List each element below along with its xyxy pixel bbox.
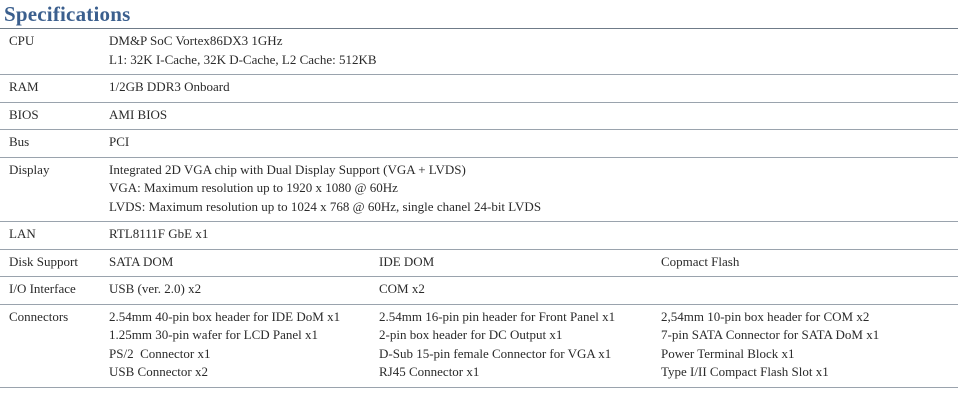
specifications-table [0,28,958,388]
spec-value [109,102,958,130]
spec-row-io-interface [0,277,958,305]
spec-label: Display [0,157,109,222]
spec-line: RTL8111F GbE x1 [109,226,209,241]
spec-line: 7-pin SATA Connector for SATA DoM x1 [661,327,880,342]
spec-label: I/O Interface [0,277,109,305]
spec-line: 1.25mm 30-pin wafer for LCD Panel x1 [109,327,319,342]
spec-row-disk-support [0,249,958,277]
spec-value [109,130,958,158]
spec-value [109,29,958,75]
spec-row-lan [0,222,958,250]
spec-row-ram [0,75,958,103]
spec-value: COM x2 [379,277,661,305]
spec-value: SATA DOM [109,249,379,277]
spec-row-bus [0,130,958,158]
spec-line: 1/2GB DDR3 Onboard [109,79,230,94]
spec-row-bios [0,102,958,130]
spec-value: IDE DOM [379,249,661,277]
spec-label: Connectors [0,304,109,387]
spec-row-display [0,157,958,222]
spec-line: 2.54mm 16-pin pin header for Front Panel x1 [379,308,616,324]
spec-line: AMI BIOS [109,106,168,122]
spec-value: Copmact Flash [661,249,958,277]
spec-line: L1: 32K I-Cache, 32K D-Cache, L2 Cache: 512KB [109,51,377,67]
spec-label: CPU [0,29,109,75]
spec-line: LVDS: Maximum resolution up to 1024 x 768 @ 60Hz, single chanel 24-bit LVDS [109,198,542,214]
spec-label: LAN [0,222,109,250]
spec-value [109,157,958,222]
spec-line: 2.54mm 40-pin box header for IDE DoM x1 [109,308,341,324]
spec-row-connectors [0,304,958,387]
spec-line: DM&P SoC Vortex86DX3 1GHz [109,33,283,48]
spec-row-cpu [0,29,958,75]
spec-line: 2,54mm 10-pin box header for COM x2 [661,308,870,324]
spec-value [661,304,958,387]
spec-value: USB (ver. 2.0) x2 [109,277,379,305]
spec-label: Disk Support [0,249,109,277]
spec-label: RAM [0,75,109,103]
spec-value [109,222,958,250]
page-title: Specifications [4,2,131,26]
spec-value [661,277,958,305]
spec-label: Bus [0,130,109,158]
spec-value [379,304,661,387]
spec-line: USB Connector x2 [109,364,208,379]
spec-label: BIOS [0,102,109,130]
spec-value [109,304,379,387]
spec-line: PCI [109,134,130,149]
spec-line: VGA: Maximum resolution up to 1920 x 1080 @ 60Hz [109,180,398,195]
spec-line: 2-pin box header for DC Output x1 [379,327,563,342]
spec-line: Power Terminal Block x1 [661,345,795,361]
spec-value [109,75,958,103]
spec-line: D-Sub 15-pin female Connector for VGA x1 [379,345,612,361]
spec-line: Type I/II Compact Flash Slot x1 [661,364,829,379]
spec-line: Integrated 2D VGA chip with Dual Display Support (VGA + LVDS) [109,161,466,177]
spec-line: RJ45 Connector x1 [379,364,480,379]
spec-line: PS/2 Connector x1 [109,345,211,361]
